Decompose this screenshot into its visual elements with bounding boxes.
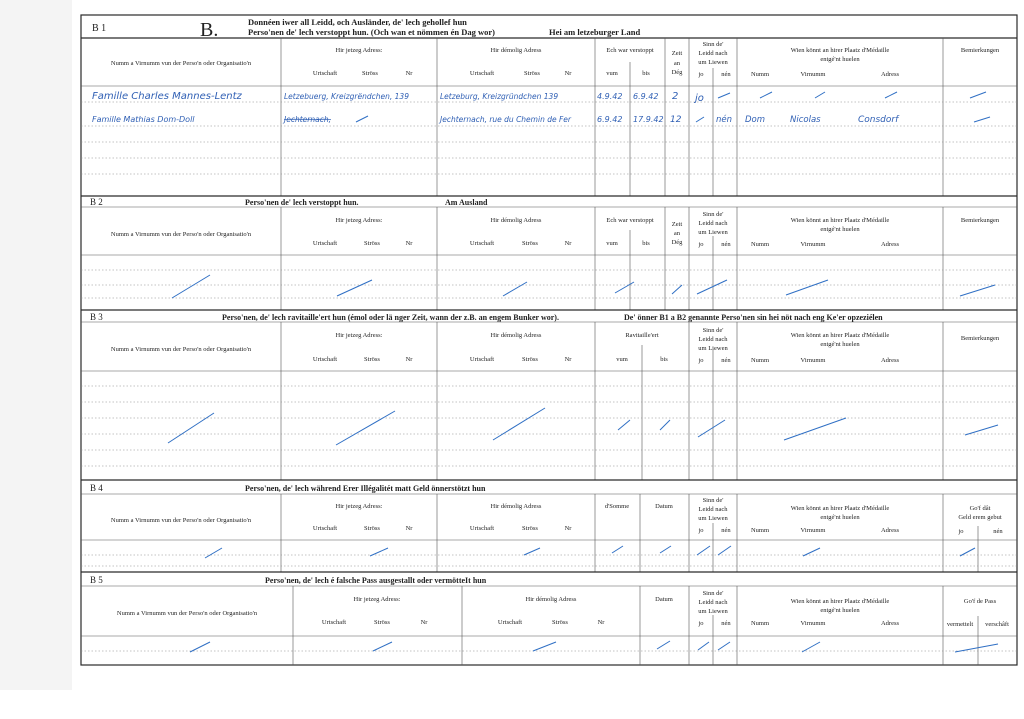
entry-2-alive: nén bbox=[716, 115, 733, 125]
entry-1-current-address: Letzebuerg, Kreizgrëndchen, 139 bbox=[284, 92, 409, 101]
b3-medal-2: entgé'nt huelen bbox=[820, 341, 860, 348]
b1-hidden-header: Ech war verstoppt bbox=[606, 47, 654, 54]
b3-jo: jo bbox=[698, 357, 704, 364]
b1-name-header: Numm a Virnumm vun der Perso'n oder Organisatio'n bbox=[110, 60, 252, 67]
b4-nen: nén bbox=[721, 527, 731, 534]
b1-former-address-header: Hir démolig Adress bbox=[490, 47, 542, 54]
b5-vermettelt: vermettelt bbox=[946, 621, 974, 628]
b1-sinn-3: um Liewen bbox=[698, 59, 728, 66]
b1-an: an bbox=[673, 60, 681, 67]
section-b2 bbox=[81, 196, 1017, 310]
b1-deg: Dég bbox=[671, 69, 683, 76]
section-b4 bbox=[81, 480, 1017, 572]
b3-note: De' önner B1 a B2 genannte Perso'nen sin hei nöt nach eng Ke'er opzeziélen bbox=[624, 313, 883, 322]
b3-former-address-header: Hir démolig Adress bbox=[490, 332, 542, 339]
entry-2-from: 6.9.42 bbox=[597, 115, 623, 124]
b1-medal-virnumm: Virnumm bbox=[800, 71, 826, 78]
b2-sinn-3: um Liewen bbox=[698, 229, 728, 236]
b3-medal-numm: Numm bbox=[750, 357, 770, 364]
b1-medal-numm: Numm bbox=[750, 71, 770, 78]
b1-subtitle: Hei am letzeburger Land bbox=[549, 27, 641, 37]
entry-2-medal-name: Dom bbox=[745, 115, 766, 125]
b1-title-2: Perso'nen de' lech verstoppt hun. (Och wan et nömmen én Dag wor) bbox=[248, 27, 495, 37]
b1-big-letter: B. bbox=[200, 19, 219, 41]
b1-bis: bis bbox=[642, 70, 650, 77]
section-b5 bbox=[81, 572, 1017, 665]
b1-sinn-1: Sinn de' bbox=[702, 41, 724, 48]
b4-current-nr: Nr bbox=[405, 525, 413, 532]
b2-former-address-header: Hir démolig Adress bbox=[490, 217, 542, 224]
b4-somme: d'Somme bbox=[604, 503, 630, 510]
b3-vum: vum bbox=[616, 356, 628, 363]
b4-medal-1: Wien könnt an hirer Plaatz d'Médaille bbox=[790, 505, 890, 512]
b5-jo: jo bbox=[698, 620, 704, 627]
b2-bis: bis bbox=[642, 240, 650, 247]
b2-nen: nén bbox=[721, 241, 731, 248]
b5-sinn-3: um Liewen bbox=[698, 608, 728, 615]
b5-former-nr: Nr bbox=[597, 619, 605, 626]
b2-current-address-header: Hir jetzeg Adress: bbox=[335, 217, 383, 224]
b4-medal-virnumm: Virnumm bbox=[800, 527, 826, 534]
b2-jo: jo bbox=[698, 241, 704, 248]
b5-nen: nén bbox=[721, 620, 731, 627]
b4-name-header: Numm a Virnumm vun der Perso'n oder Organisatio'n bbox=[110, 517, 252, 524]
b2-medal-1: Wien könnt an hirer Plaatz d'Médaille bbox=[790, 217, 890, 224]
b2-zeit: Zeit bbox=[671, 221, 683, 228]
entry-1-former-address: Letzeburg, Kreizgründchen 139 bbox=[440, 92, 559, 101]
b4-former-nr: Nr bbox=[564, 525, 572, 532]
b3-former-nr: Nr bbox=[564, 356, 572, 363]
form-frame bbox=[81, 15, 1017, 665]
b2-medal-numm: Numm bbox=[750, 241, 770, 248]
b1-former-nr: Nr bbox=[564, 70, 572, 77]
b3-sinn-1: Sinn de' bbox=[702, 327, 724, 334]
entry-1-days: 2 bbox=[672, 91, 679, 102]
b4-medal-adress: Adress bbox=[880, 527, 900, 534]
b5-medal-numm: Numm bbox=[750, 620, 770, 627]
b4-jo: jo bbox=[698, 527, 704, 534]
b2-label: B 2 bbox=[90, 197, 103, 207]
b2-name-header: Numm a Virnumm vun der Perso'n oder Organisatio'n bbox=[110, 231, 252, 238]
entry-2-former-address: Jechternach, rue du Chemin de Fer bbox=[440, 115, 571, 124]
b2-medal-adress: Adress bbox=[880, 241, 900, 248]
b5-current-stross: Ströss bbox=[374, 619, 390, 626]
b4-geld-jo: jo bbox=[958, 528, 964, 535]
entry-1-to: 6.9.42 bbox=[633, 92, 659, 101]
b2-bemierkungen: Bemierkungen bbox=[960, 217, 1000, 224]
b5-former-ortschaft: Urtschaft bbox=[497, 619, 523, 626]
b3-title: Perso'nen, de' lech ravitaille'ert hun (émol oder lä nger Zeit, wann der z.B. an engem Bunker wor). bbox=[222, 313, 559, 322]
b2-former-ortschaft: Urtschaft bbox=[469, 240, 495, 247]
b5-medal-virnumm: Virnumm bbox=[800, 620, 826, 627]
b2-former-nr: Nr bbox=[564, 240, 572, 247]
b3-former-ortschaft: Urtschaft bbox=[469, 356, 495, 363]
b4-former-stross: Ströss bbox=[522, 525, 538, 532]
b3-current-nr: Nr bbox=[405, 356, 413, 363]
b5-current-ortschaft: Urtschaft bbox=[321, 619, 347, 626]
b1-bemierkungen: Bemierkungen bbox=[960, 47, 1000, 54]
entry-2-days: 12 bbox=[670, 115, 682, 125]
b4-sinn-3: um Liewen bbox=[698, 515, 728, 522]
b1-former-stross: Ströss bbox=[524, 70, 540, 77]
entry-2-name: Famille Mathias Dom-Doll bbox=[92, 115, 195, 124]
b5-label: B 5 bbox=[90, 575, 103, 585]
b3-current-address-header: Hir jetzeg Adress: bbox=[335, 332, 383, 339]
b1-medal-1: Wien könnt an hirer Plaatz d'Médaille bbox=[790, 47, 890, 54]
b2-title: Perso'nen de' lech verstoppt hun. bbox=[245, 198, 359, 207]
b5-pass: Go'f de Pass bbox=[963, 598, 997, 605]
b1-current-stross: Ströss bbox=[362, 70, 378, 77]
b4-sinn-2: Leidd nach bbox=[698, 506, 728, 513]
b4-datum: Datum bbox=[655, 503, 673, 510]
b2-former-stross: Ströss bbox=[522, 240, 538, 247]
b3-name-header: Numm a Virnumm vun der Perso'n oder Organisatio'n bbox=[110, 346, 252, 353]
b1-nen: nén bbox=[721, 71, 731, 78]
b3-bis: bis bbox=[660, 356, 668, 363]
b1-medal-2: entgé'nt huelen bbox=[820, 56, 860, 63]
b3-current-stross: Ströss bbox=[364, 356, 380, 363]
entry-1-alive: jo bbox=[695, 93, 704, 104]
b1-current-address-header: Hir jetzeg Adress: bbox=[335, 47, 383, 54]
b5-sinn-1: Sinn de' bbox=[702, 590, 724, 597]
b2-an: an bbox=[673, 230, 681, 237]
b5-verschafft: verschâft bbox=[985, 621, 1009, 628]
b3-nen: nén bbox=[721, 357, 731, 364]
b4-sinn-1: Sinn de' bbox=[702, 497, 724, 504]
b4-geld-1: Go'f dât bbox=[969, 505, 991, 512]
b2-medal-virnumm: Virnumm bbox=[800, 241, 826, 248]
b1-title-1: Donnéen iwer all Leidd, och Ausländer, de' lech gehollef hun bbox=[248, 17, 467, 27]
b5-current-nr: Nr bbox=[420, 619, 428, 626]
b3-sinn-2: Leidd nach bbox=[698, 336, 728, 343]
b3-sinn-3: um Liewen bbox=[698, 345, 728, 352]
b3-label: B 3 bbox=[90, 312, 103, 322]
section-b3 bbox=[81, 310, 1017, 480]
b2-current-nr: Nr bbox=[405, 240, 413, 247]
b1-vum: vum bbox=[606, 70, 618, 77]
entry-2-medal-firstname: Nicolas bbox=[790, 115, 821, 125]
b3-former-stross: Ströss bbox=[522, 356, 538, 363]
b5-datum: Datum bbox=[655, 596, 673, 603]
b1-sinn-2: Leidd nach bbox=[698, 50, 728, 57]
b4-title: Perso'nen, de' lech während Erer Illégalitét matt Geld önnerstötzt hun bbox=[245, 484, 486, 493]
b2-subtitle: Am Ausland bbox=[445, 198, 488, 207]
b5-medal-2: entgé'nt huelen bbox=[820, 607, 860, 614]
b5-current-address-header: Hir jetzeg Adress: bbox=[353, 596, 401, 603]
b4-former-ortschaft: Urtschaft bbox=[469, 525, 495, 532]
b3-bemierkungen: Bemierkungen bbox=[960, 335, 1000, 342]
b4-geld-nen: nén bbox=[993, 528, 1003, 535]
b1-zeit: Zeit bbox=[671, 50, 683, 57]
b1-current-nr: Nr bbox=[405, 70, 413, 77]
b2-vum: vum bbox=[606, 240, 618, 247]
b3-medal-virnumm: Virnumm bbox=[800, 357, 826, 364]
b2-sinn-2: Leidd nach bbox=[698, 220, 728, 227]
b4-current-address-header: Hir jetzeg Adress: bbox=[335, 503, 383, 510]
b1-jo: jo bbox=[698, 71, 704, 78]
b5-sinn-2: Leidd nach bbox=[698, 599, 728, 606]
b3-ravitailleert: Ravitaille'ert bbox=[625, 332, 659, 339]
b4-former-address-header: Hir démolig Adress bbox=[490, 503, 542, 510]
entry-1-name: Famille Charles Mannes-Lentz bbox=[92, 91, 242, 102]
b2-medal-2: entgé'nt huelen bbox=[820, 226, 860, 233]
entry-1-from: 4.9.42 bbox=[597, 92, 623, 101]
b3-medal-1: Wien könnt an hirer Plaatz d'Médaille bbox=[790, 332, 890, 339]
b4-medal-2: entgé'nt huelen bbox=[820, 514, 860, 521]
b2-current-ortschaft: Urtschaft bbox=[312, 240, 338, 247]
section-b1 bbox=[81, 17, 1017, 196]
b2-deg: Dég bbox=[671, 239, 683, 246]
b1-current-ortschaft: Urtschaft bbox=[312, 70, 338, 77]
b5-medal-adress: Adress bbox=[880, 620, 900, 627]
entry-2-to: 17.9.42 bbox=[633, 115, 664, 124]
b4-geld-2: Geld erem gebut bbox=[958, 514, 1002, 521]
entry-2-current-address: Jechternach, bbox=[284, 115, 331, 124]
b5-former-stross: Ströss bbox=[552, 619, 568, 626]
b1-former-ortschaft: Urtschaft bbox=[469, 70, 495, 77]
b1-label: B 1 bbox=[92, 23, 107, 34]
b4-current-stross: Ströss bbox=[364, 525, 380, 532]
b5-name-header: Numm a Virnumm vun der Perso'n oder Organisatio'n bbox=[116, 610, 258, 617]
b5-former-address-header: Hir démolig Adress bbox=[525, 596, 577, 603]
b4-label: B 4 bbox=[90, 483, 103, 493]
b5-title: Perso'nen, de' lech é falsche Pass ausgestallt oder vermötteIt hun bbox=[265, 576, 487, 585]
b4-medal-numm: Numm bbox=[750, 527, 770, 534]
b2-hidden-header: Ech war verstoppt bbox=[606, 217, 654, 224]
b1-medal-adress: Adress bbox=[880, 71, 900, 78]
b3-medal-adress: Adress bbox=[880, 357, 900, 364]
b2-sinn-1: Sinn de' bbox=[702, 211, 724, 218]
b2-current-stross: Ströss bbox=[364, 240, 380, 247]
b3-current-ortschaft: Urtschaft bbox=[312, 356, 338, 363]
b5-medal-1: Wien könnt an hirer Plaatz d'Médaille bbox=[790, 598, 890, 605]
b4-current-ortschaft: Urtschaft bbox=[312, 525, 338, 532]
entry-2-medal-address: Consdorf bbox=[858, 115, 899, 125]
